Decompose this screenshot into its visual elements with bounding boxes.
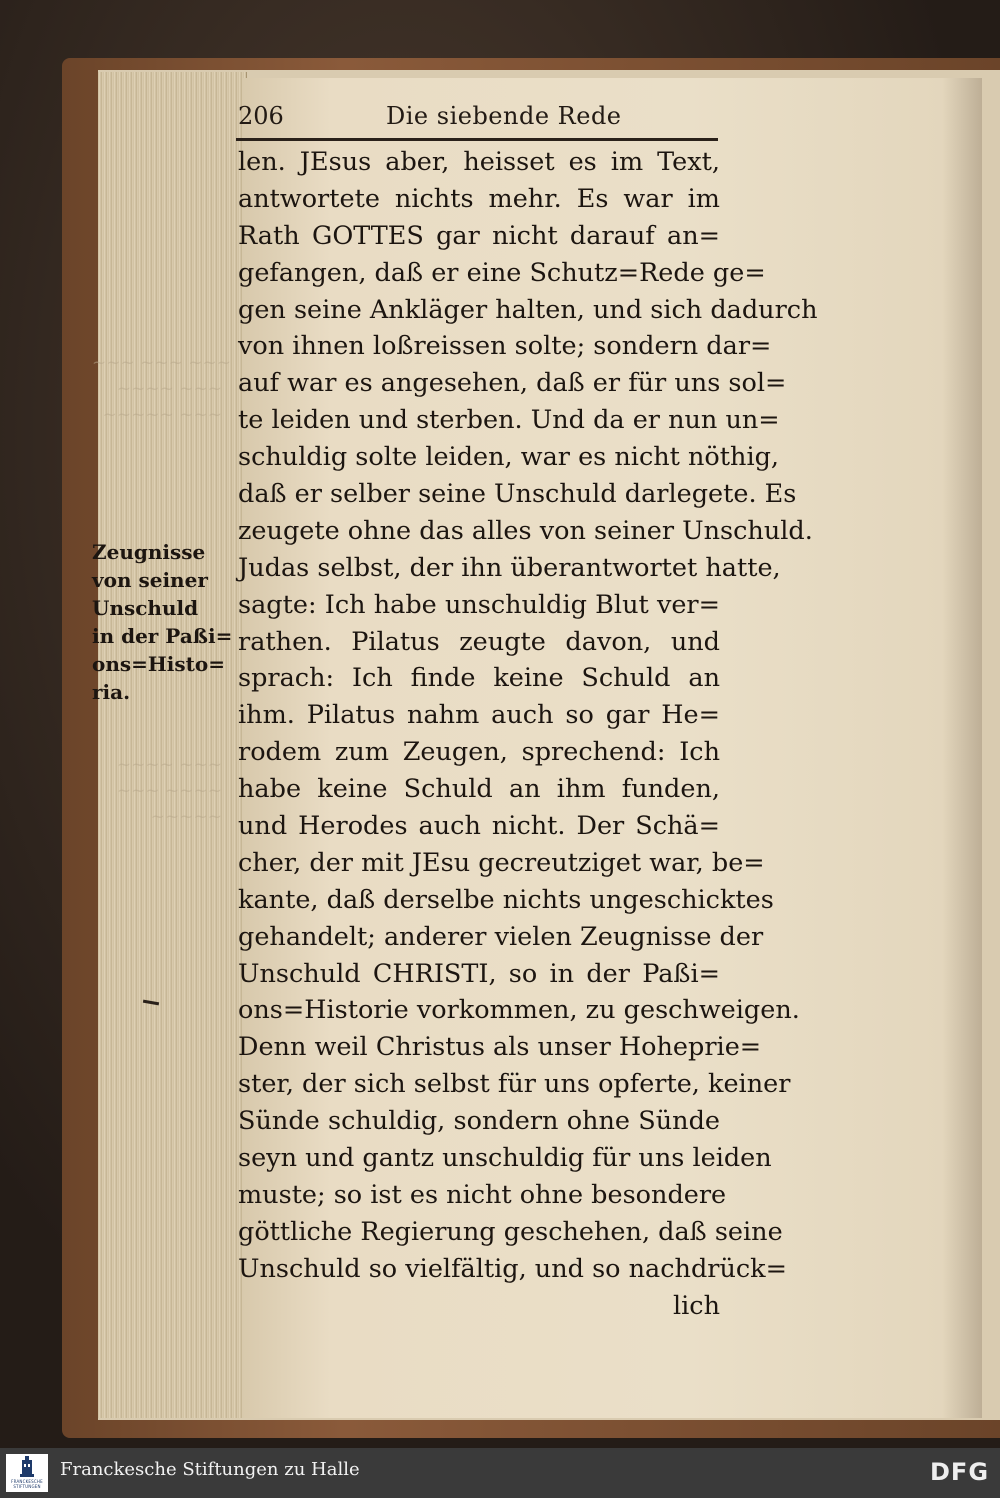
- text-line: kante, daß derselbe nichts ungeschicktes: [238, 884, 774, 915]
- running-head: Die siebende Rede: [386, 102, 622, 130]
- header-rule: [236, 138, 718, 141]
- text-line: und Herodes auch nicht. Der Schä=: [238, 811, 720, 842]
- building-icon: [20, 1456, 34, 1478]
- text-line: sagte: Ich habe unschuldig Blut ver=: [238, 589, 720, 620]
- logo-text: FRANCKESCHE STIFTUNGEN: [11, 1479, 43, 1489]
- text-line: ons=Historie vorkommen, zu geschweigen.: [238, 995, 800, 1026]
- marginal-line: in der Paßi=: [92, 624, 233, 648]
- text-line: Unschuld so vielfältig, und so nachdrück=: [238, 1253, 787, 1284]
- text-line: ihm. Pilatus nahm auch so gar He=: [238, 700, 720, 731]
- text-line: te leiden und sterben. Und da er nun un=: [238, 405, 780, 436]
- marginal-line: Zeugnisse: [92, 540, 206, 564]
- viewer-footer: [0, 1448, 1000, 1498]
- text-line: göttliche Regierung geschehen, daß seine: [238, 1216, 783, 1247]
- dfg-logo[interactable]: DFG: [930, 1458, 990, 1486]
- text-line: gen seine Ankläger halten, und sich dadurch: [238, 294, 818, 325]
- text-line: Unschuld CHRISTI, so in der Paßi=: [238, 958, 720, 989]
- text-line: habe keine Schuld an ihm funden,: [238, 774, 720, 805]
- catchword: lich: [672, 1290, 720, 1321]
- bleed-through-text: ~~~~ ~~~ ~~~ ~~~~ ~~~~~: [116, 755, 222, 827]
- text-line: schuldig solte leiden, war es nicht nöthig,: [238, 442, 780, 473]
- marginal-line: von seiner: [92, 568, 208, 592]
- text-line: sprach: Ich finde keine Schuld an: [238, 663, 720, 694]
- marginal-line: ons=Histo=: [92, 652, 225, 676]
- text-line: seyn und gantz unschuldig für uns leiden: [238, 1143, 772, 1174]
- text-line: auf war es angesehen, daß er für uns sol=: [238, 368, 787, 399]
- text-line: cher, der mit JEsu gecreutziget war, be=: [238, 847, 765, 878]
- institution-logo[interactable]: [6, 1454, 48, 1492]
- text-line: zeugete ohne das alles von seiner Unschuld.: [238, 515, 813, 546]
- text-line: Judas selbst, der ihn überantwortet hatte,: [238, 552, 781, 583]
- text-line: Rath GOTTES gar nicht darauf an=: [238, 220, 720, 251]
- body-text: [238, 144, 818, 1325]
- text-line: gefangen, daß er eine Schutz=Rede ge=: [238, 257, 766, 288]
- page-leaf-edges: [98, 72, 247, 1418]
- bleed-through-text: ~~~ ~~~ ~~~ ~~~~ ~~~ ~~~~~ ~~~: [92, 353, 232, 425]
- page-number: 206: [238, 102, 284, 130]
- text-line: Denn weil Christus als unser Hoheprie=: [238, 1032, 762, 1063]
- text-line: von ihnen loßreissen solte; sondern dar=: [238, 331, 772, 362]
- text-line: muste; so ist es nicht ohne besondere: [238, 1179, 727, 1210]
- text-line: len. JEsus aber, heisset es im Text,: [238, 147, 720, 177]
- marginal-line: ria.: [92, 680, 131, 704]
- text-line: rathen. Pilatus zeugte davon, und: [238, 626, 720, 657]
- page-header: [238, 96, 716, 136]
- text-line: gehandelt; anderer vielen Zeugnisse der: [238, 921, 764, 952]
- text-line: ster, der sich selbst für uns opferte, keiner: [238, 1069, 791, 1100]
- marginal-note: [92, 538, 242, 706]
- marginal-line: Unschuld: [92, 596, 199, 620]
- text-line: daß er selber seine Unschuld darlegete. Es: [238, 479, 797, 510]
- institution-name[interactable]: Franckesche Stiftungen zu Halle: [60, 1459, 360, 1480]
- text-line: Sünde schuldig, sondern ohne Sünde: [238, 1106, 720, 1137]
- text-line: antwortete nichts mehr. Es war im: [238, 183, 720, 214]
- text-line: rodem zum Zeugen, sprechend: Ich: [238, 737, 720, 768]
